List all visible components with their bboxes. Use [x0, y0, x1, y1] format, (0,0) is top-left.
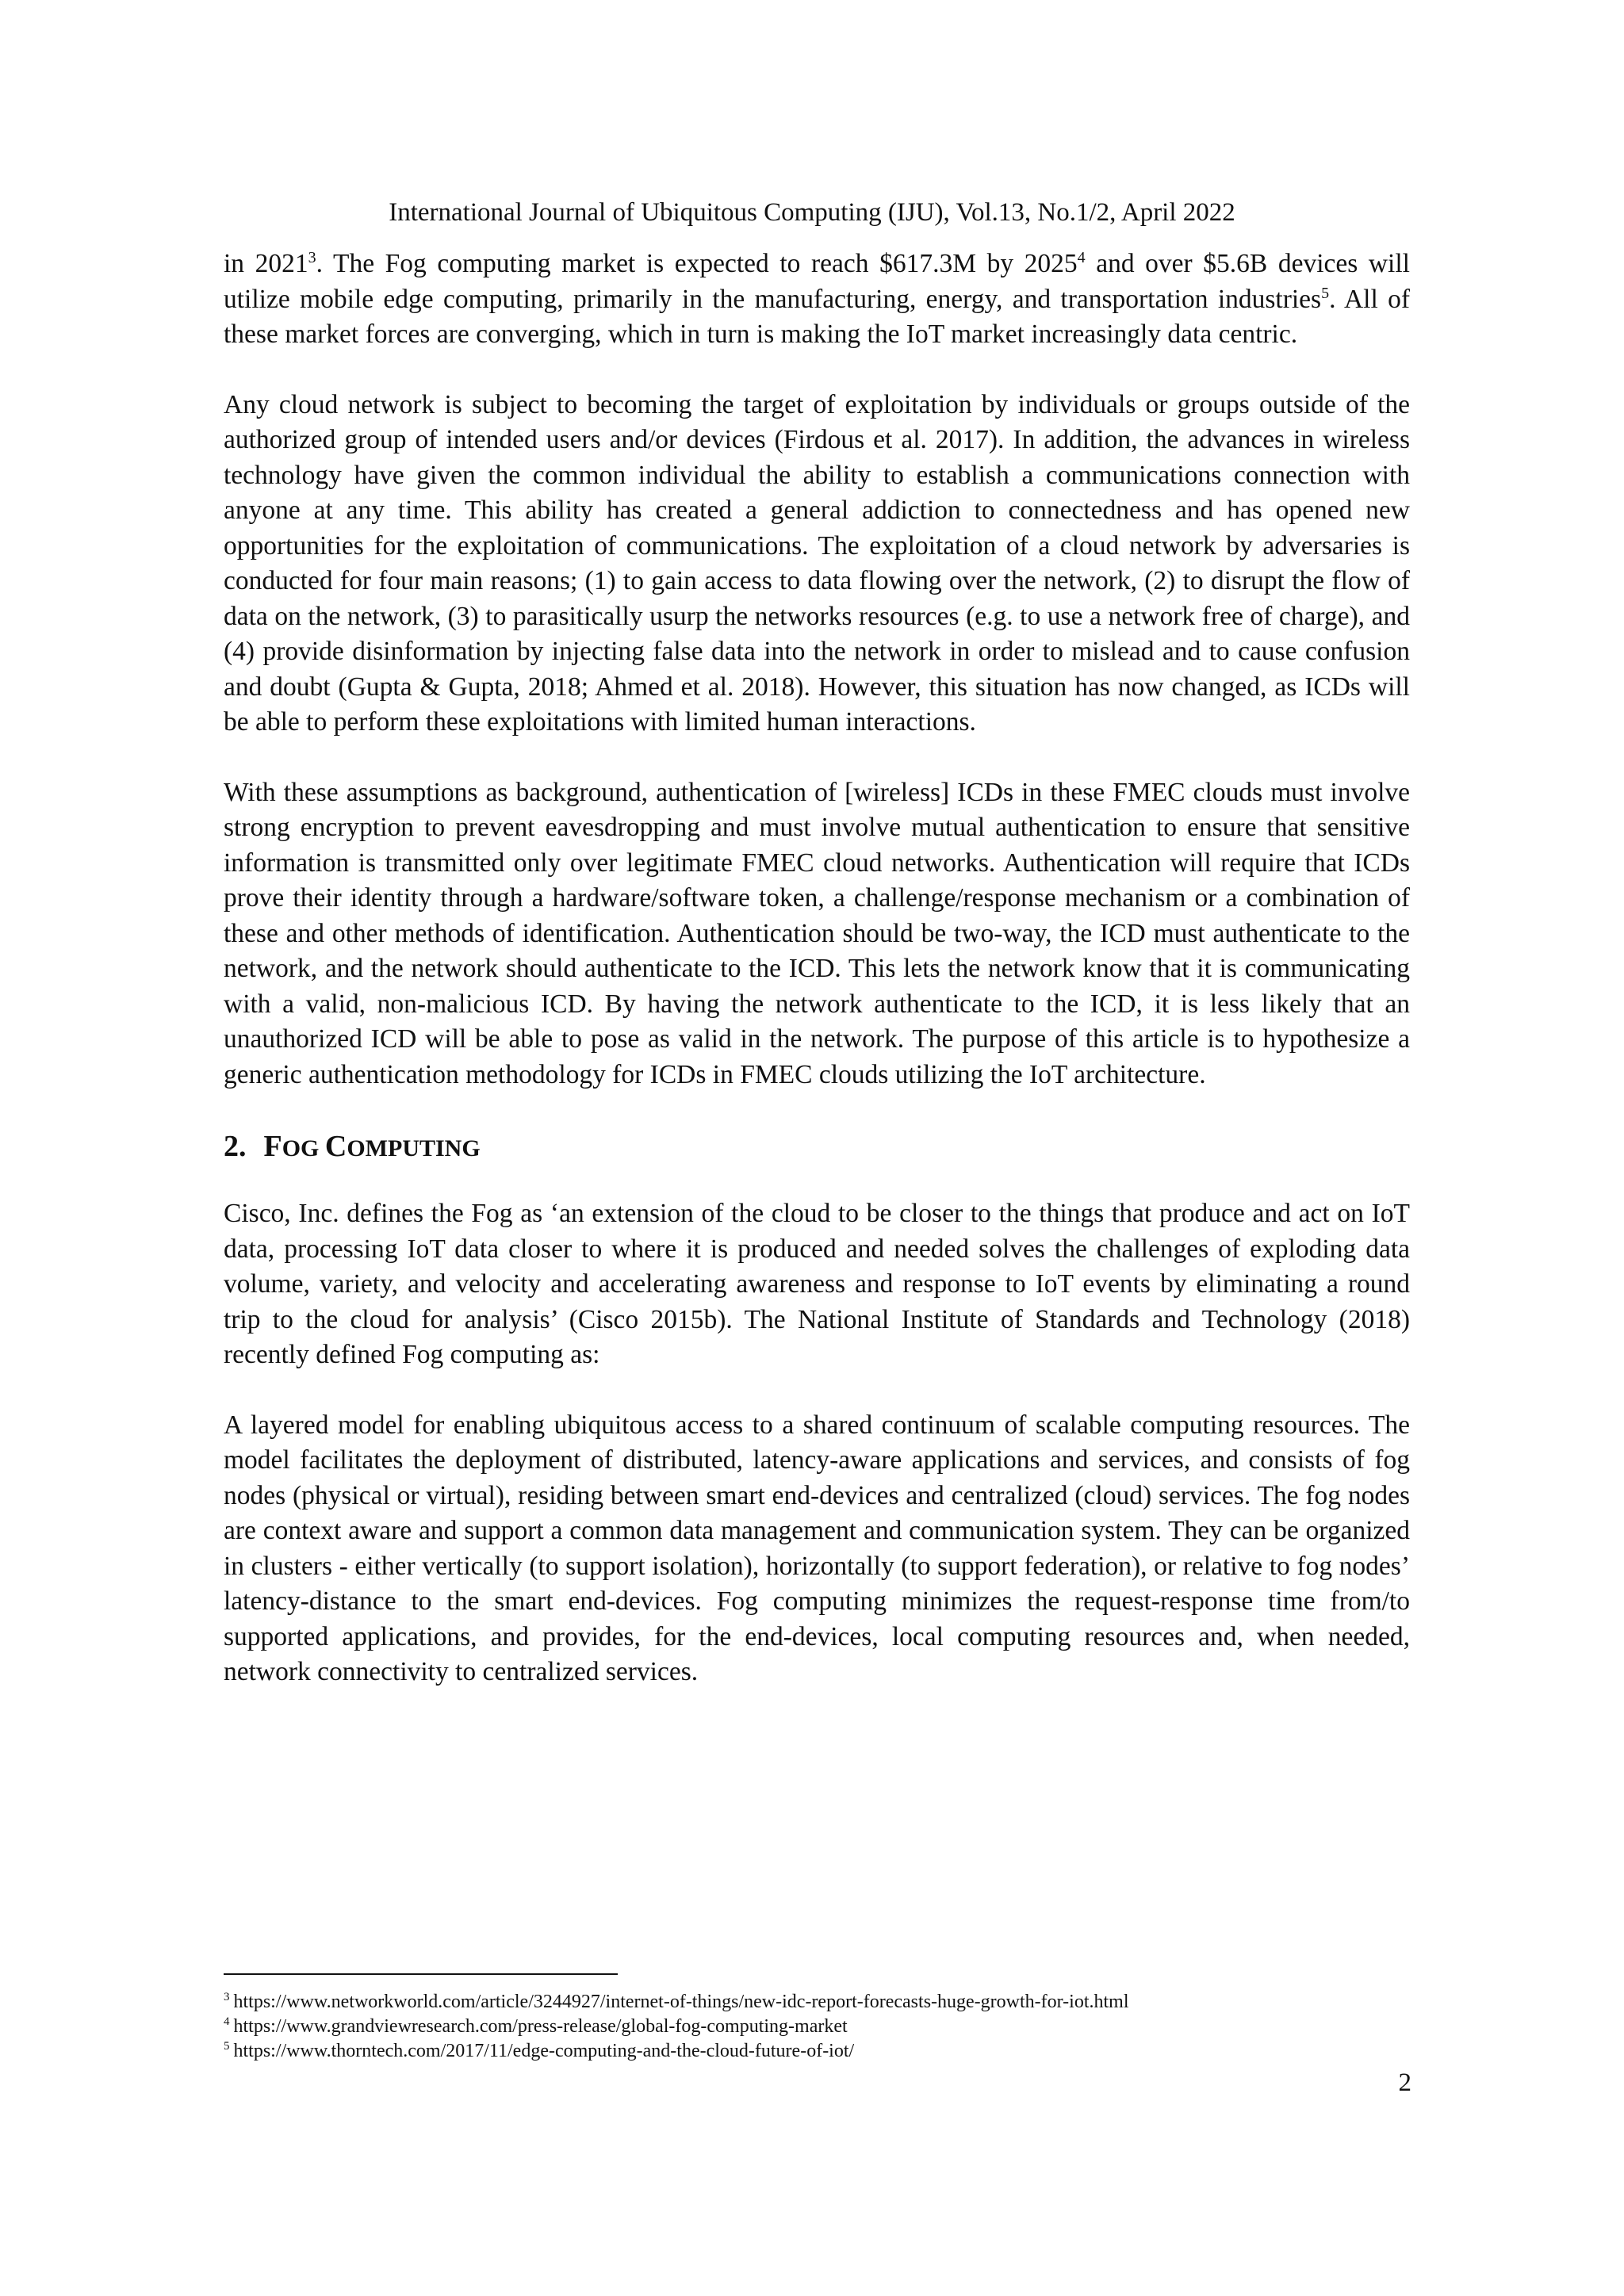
footnote-divider [224, 1973, 618, 1975]
footnote-mark: 5 [224, 2040, 230, 2053]
running-header: International Journal of Ubiquitous Computing (IJU), Vol.13, No.1/2, April 2022 [389, 198, 1235, 227]
paragraph-cisco-definition: Cisco, Inc. defines the Fog as ‘an extension of the cloud to be closer to the things that produce and act on IoT data, processing IoT data closer to where it is produced and needed solves the challenges of exploding data volume, variety, and velocity and accelerating awareness and response to IoT events by eliminating a round trip to the cloud for analysis’ (Cisco 2015b). The National Institute of Standards and Technology (2018) recently defined Fog computing as: [224, 1199, 1410, 1369]
footnote-mark: 3 [224, 1991, 230, 2003]
paragraph-market-forces [224, 247, 1410, 353]
footnote-link[interactable]: https://www.networkworld.com/article/3244927/internet-of-things/new-idc-report-forecasts-huge-growth-for-iot.html [233, 1992, 1129, 2012]
footnote-ref-3: 3 [308, 248, 316, 266]
section-number: 2. [224, 1130, 247, 1163]
footnote-ref-4: 4 [1077, 248, 1086, 266]
page-number: 2 [1398, 2068, 1411, 2097]
footnote-3 [224, 1990, 1413, 2015]
paragraph-nist-definition: A layered model for enabling ubiquitous access to a shared continuum of scalable computing resources. The model facilitates the deployment of distributed, latency-aware applications and services, and consists of fog nodes (physical or virtual), residing between smart end-devices and centralized (cloud) services. The fog nodes are context aware and support a common data management and communication system. They can be organized in clusters - either vertically (to support isolation), horizontally (to support federation), or relative to fog nodes’ latency-distance to the smart end-devices. Fog computing minimizes the request-response time from/to supported applications, and provides, for the end-devices, local computing resources and, when needed, network connectivity to centralized services. [224, 1410, 1410, 1686]
paragraph-text: and over $5.6B devices will utilize mobile edge computing, primarily in the manufacturing, energy, and transportation industries [224, 249, 1410, 314]
section-title-part: OG [282, 1135, 325, 1161]
paragraph-cloud-exploitation: Any cloud network is subject to becoming the target of exploitation by individuals or groups outside of the authorized group of intended users and/or devices (Firdous et al. 2017). In addition, the advances in wireless technology have given the common individual the ability to establish a communications connection with anyone at any time. This ability has created a general addiction to connectedness and has opened new opportunities for the exploitation of communications. The exploitation of a cloud network by adversaries is conducted for four main reasons; (1) to gain access to data flowing over the network, (2) to disrupt the flow of data on the network, (3) to parasitically usurp the networks resources (e.g. to use a network free of charge), and (4) provide disinformation by injecting false data into the network in order to mislead and to cause confusion and doubt (Gupta & Gupta, 2018; Ahmed et al. 2018). However, this situation has now changed, as ICDs will be able to perform these exploitations with limited human interactions. [224, 389, 1410, 737]
footnotes [224, 1990, 1413, 2064]
footnote-5 [224, 2039, 1413, 2064]
footnote-mark: 4 [224, 2015, 230, 2028]
article-body [224, 247, 1410, 1725]
section-title-part: F [263, 1130, 282, 1163]
paragraph-text: . All of these market forces are converging, which in turn is making the IoT market increasingly data centric. [224, 284, 1410, 349]
section-title-part: OMPUTING [347, 1135, 481, 1161]
section-heading-fog-computing [224, 1127, 1410, 1168]
paragraph-text: in 2021 [224, 249, 308, 278]
section-title-part: C [324, 1130, 347, 1163]
paragraph-authentication: With these assumptions as background, authentication of [wireless] ICDs in these FMEC clouds must involve strong encryption to prevent eavesdropping and must involve mutual authentication to ensure that sensitive information is transmitted only over legitimate FMEC cloud networks. Authentication will require that ICDs prove their identity through a hardware/software token, a challenge/response mechanism or a combination of these and other methods of identification. Authentication should be two-way, the ICD must authenticate to the network, and the network should authenticate to the ICD. This lets the network know that it is communicating with a valid, non-malicious ICD. By having the network authenticate to the ICD, it is less likely that an unauthorized ICD will be able to pose as valid in the network. The purpose of this article is to hypothesize a generic authentication methodology for ICDs in FMEC clouds utilizing the IoT architecture. [224, 777, 1410, 1089]
footnote-ref-5: 5 [1321, 284, 1330, 302]
footnote-link[interactable]: https://www.grandviewresearch.com/press-release/global-fog-computing-market [233, 2016, 848, 2037]
paragraph-text: . The Fog computing market is expected to reach $617.3M by 2025 [316, 249, 1078, 278]
footnote-link[interactable]: https://www.thorntech.com/2017/11/edge-computing-and-the-cloud-future-of-iot/ [233, 2041, 855, 2061]
footnote-4 [224, 2015, 1413, 2039]
